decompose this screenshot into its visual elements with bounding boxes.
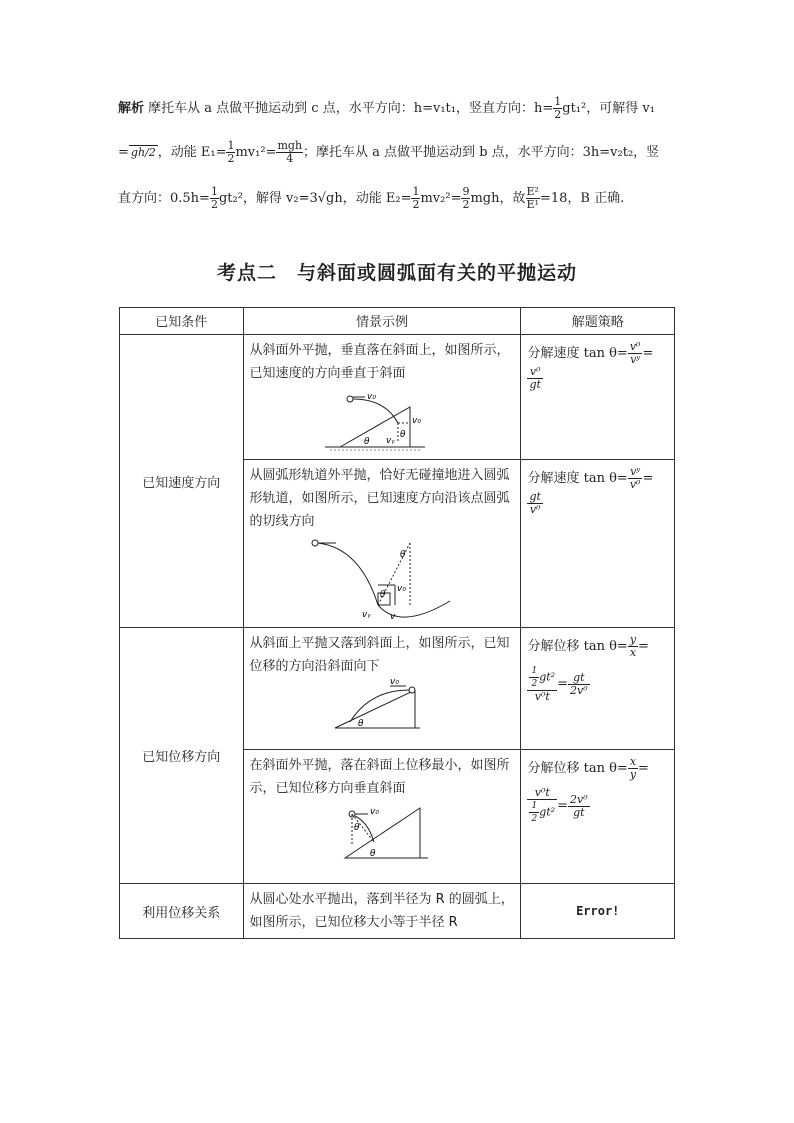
svg-text:v: v xyxy=(389,612,395,622)
svg-text:θ: θ xyxy=(353,823,360,833)
scene-text: 从斜面上平抛又落到斜面上，如图所示，已知位移的方向沿斜面向下 xyxy=(249,636,510,674)
v0-label: v₀ xyxy=(366,392,376,402)
strategy-cell: 分解速度 tan θ= $\frac{\text{vʸ}}{\text{v⁰}}$ = $\frac{gt}{\text{v⁰}}$ xyxy=(521,460,675,628)
scene-text: 从斜面外平抛，垂直落在斜面上，如图所示，已知速度的方向垂直于斜面 xyxy=(249,343,510,381)
svg-text:θ: θ xyxy=(357,719,364,729)
scene-cell xyxy=(243,750,521,884)
condition-displacement: 已知位移方向 xyxy=(120,628,244,884)
fraction: $\frac{\text{E²}}{\text{E¹}}$ xyxy=(526,185,539,211)
svg-text:θ: θ xyxy=(369,849,376,859)
fraction: $\frac{1}{2}$ xyxy=(210,185,218,211)
sqrt-expression: gh/2 xyxy=(130,146,156,159)
analysis-line-3: 直方向：0.5h= $\frac{1}{2}$ gt₂²，解得 v₂=3√gh，动能 E₂= $\frac{1}{2}$ mv₂²= $\frac{9}{2}$ mgh，故 $\frac{\text{E²}}{\text{E¹}}$ =18，B 正确. xyxy=(118,185,625,211)
svg-text:v₀: v₀ xyxy=(369,807,379,817)
header-scene: 情景示例 xyxy=(243,308,521,335)
svg-text:vᵧ: vᵧ xyxy=(385,436,395,446)
theta-label: θ xyxy=(363,437,370,447)
condition-velocity: 已知速度方向 xyxy=(120,335,244,628)
svg-text:θ: θ xyxy=(399,550,406,560)
svg-text:v₀: v₀ xyxy=(396,584,406,594)
arc-track-figure xyxy=(250,533,514,623)
incline-on-figure xyxy=(250,678,514,732)
svg-text:θ: θ xyxy=(379,590,386,600)
strategy-error: Error! xyxy=(521,884,675,939)
scene-text: 从圆弧形轨道外平抛，恰好无碰撞地进入圆弧形轨道，如图所示，已知速度方向沿该点圆弧的切线方向 xyxy=(249,468,510,529)
condition-relation: 利用位移关系 xyxy=(120,884,244,939)
table-row xyxy=(120,335,675,460)
header-condition: 已知条件 xyxy=(120,308,244,335)
analysis-text-1b: gt₁²，可解得 v₁ xyxy=(562,101,655,116)
svg-text:θ: θ xyxy=(399,430,406,440)
knowledge-table xyxy=(119,307,675,939)
table-row xyxy=(120,884,675,939)
strategy-cell: 分解速度 tan θ= $\frac{\text{v⁰}}{\text{vʸ}}$ = $\frac{\text{v⁰}}{gt}$ xyxy=(521,335,675,460)
svg-text:vᵧ: vᵧ xyxy=(361,610,371,620)
fraction: $\frac{1}{2}$ xyxy=(227,139,235,165)
analysis-label: 解析 xyxy=(118,101,145,116)
fraction: $\frac{9}{2}$ xyxy=(462,185,470,211)
scene-text: 从圆心处水平抛出，落到半径为 R 的圆弧上，如图所示，已知位移大小等于半径 R xyxy=(243,884,521,939)
scene-text: 在斜面外平抛，落在斜面上位移最小，如图所示，已知位移方向垂直斜面 xyxy=(249,758,510,796)
svg-text:v₀: v₀ xyxy=(411,416,421,426)
header-strategy: 解题策略 xyxy=(521,308,675,335)
analysis-line-2: = gh/2 ，动能 E₁= $\frac{1}{2}$ mv₁²= mgh 4 ；摩托车从 a 点做平抛运动到 b 点，水平方向：3h=v₂t₂，竖 xyxy=(118,139,660,165)
incline-perpendicular-figure xyxy=(250,385,514,455)
scene-cell xyxy=(243,335,521,460)
analysis-text-1: 摩托车从 a 点做平抛运动到 c 点，水平方向：h=v₁t₁，竖直方向：h= xyxy=(148,101,554,116)
fraction: $\frac{1}{2}$ xyxy=(412,185,420,211)
strategy-cell: 分解位移 tan θ= $\frac{y}{x}$ = $\frac{1}{2}$ gt² v⁰t = $\frac{gt}{\text{2v⁰}}$ xyxy=(521,628,675,750)
table-header-row xyxy=(120,308,675,335)
fraction: $\frac{1}{2}$ xyxy=(554,95,562,121)
scene-cell xyxy=(243,628,521,750)
svg-text:v₀: v₀ xyxy=(389,678,399,687)
scene-cell xyxy=(243,460,521,628)
strategy-cell: 分解位移 tan θ= $\frac{x}{y}$ = v⁰t $\frac{1}{2}$ gt² = $\frac{\text{2v⁰}}{gt}$ xyxy=(521,750,675,884)
section-heading: 考点二 与斜面或圆弧面有关的平抛运动 xyxy=(216,262,577,284)
fraction: mgh 4 xyxy=(277,139,303,165)
incline-min-displacement-figure xyxy=(250,800,514,864)
analysis-line-1 xyxy=(118,96,678,121)
table-row xyxy=(120,628,675,750)
